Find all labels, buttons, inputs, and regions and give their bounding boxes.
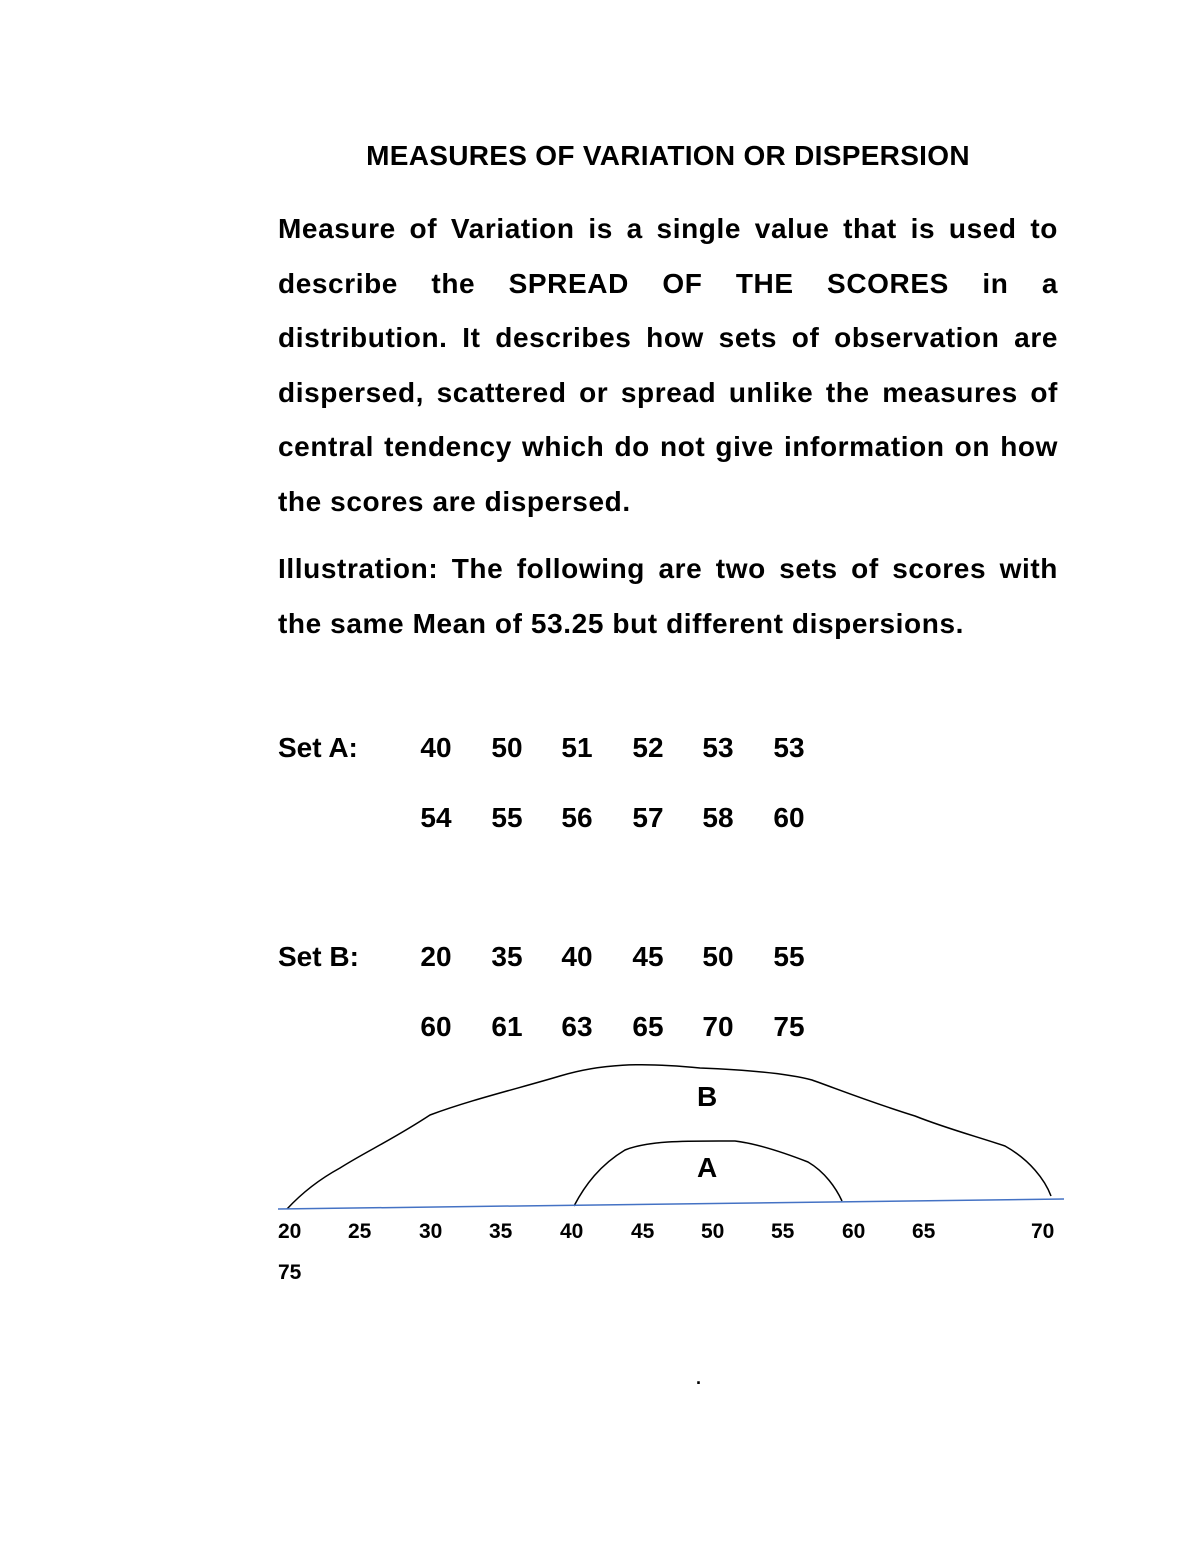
set-b-score: 20 [420, 941, 452, 972]
set-a-score: 55 [491, 802, 523, 833]
set-a-score: 51 [561, 732, 593, 763]
set-a-score: 56 [561, 802, 593, 833]
definition-paragraph: Measure of Variation is a single value that is used to describe the SPREAD OF THE SCORES in a distribution. It describes how sets of observation are dispersed, scattered or spread unlike the measures of central tendency which do not give information on how the scores are dispersed. [278, 213, 1058, 517]
axis-tick-label: 25 [348, 1220, 372, 1243]
axis-tick-label: 75 [278, 1261, 302, 1284]
axis-tick-label: 30 [419, 1220, 443, 1243]
set-b-score: 35 [491, 941, 523, 972]
set-b-score: 61 [491, 1011, 523, 1042]
curve-a-label: A [697, 1152, 718, 1183]
axis-tick-label: 65 [912, 1220, 936, 1243]
set-a-score: 40 [420, 732, 452, 763]
set-b-score: 75 [773, 1011, 805, 1042]
axis-tick-label: 50 [701, 1220, 725, 1243]
set-a-label: Set A: [278, 732, 358, 763]
axis-tick-label: 70 [1031, 1220, 1055, 1243]
set-b-score: 60 [420, 1011, 452, 1042]
curve-b [287, 1065, 1051, 1209]
axis-tick-label: 40 [560, 1220, 584, 1243]
axis-tick-label: 45 [631, 1220, 655, 1243]
set-b-score: 50 [702, 941, 734, 972]
set-b-score: 55 [773, 941, 805, 972]
set-a-score: 53 [773, 732, 805, 763]
page-title: MEASURES OF VARIATION OR DISPERSION [366, 140, 970, 171]
set-a-score: 53 [702, 732, 734, 763]
set-a-score: 50 [491, 732, 523, 763]
set-b-score: 63 [561, 1011, 593, 1042]
set-b-score: 40 [561, 941, 593, 972]
set-a-score: 57 [632, 802, 664, 833]
set-a-score: 52 [632, 732, 664, 763]
axis-tick-label: 60 [842, 1220, 866, 1243]
set-a-score: 54 [420, 802, 452, 833]
set-b-score: 70 [702, 1011, 734, 1042]
axis-line [278, 1199, 1064, 1209]
set-a-score: 58 [702, 802, 734, 833]
set-b-label: Set B: [278, 941, 359, 972]
axis-tick-label: 35 [489, 1220, 513, 1243]
set-b-score: 45 [632, 941, 664, 972]
footer-mark: . [696, 1368, 702, 1388]
illustration-paragraph: Illustration: The following are two sets of scores with the same Mean of 53.25 but different dispersions. [278, 553, 1058, 639]
curve-b-label: B [697, 1081, 718, 1112]
axis-tick-label: 55 [771, 1220, 795, 1243]
set-a-score: 60 [773, 802, 805, 833]
set-b-score: 65 [632, 1011, 664, 1042]
axis-tick-label: 20 [278, 1220, 302, 1243]
